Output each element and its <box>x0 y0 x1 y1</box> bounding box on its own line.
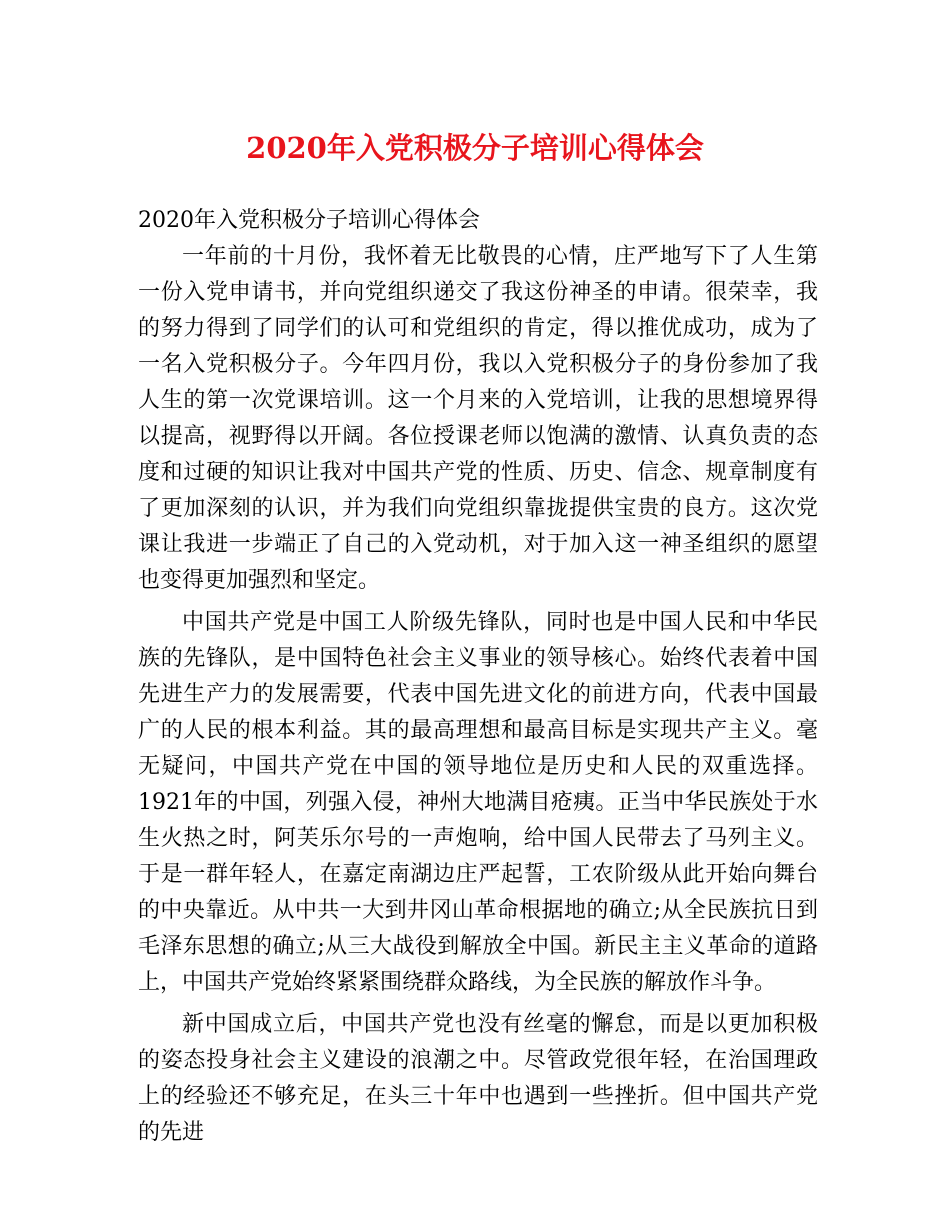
document-subtitle: 2020年入党积极分子培训心得体会 <box>138 208 480 233</box>
body-paragraph: 一年前的十月份，我怀着无比敬畏的心情，庄严地写下了人生第一份入党申请书，并向党组织递交了我这份神圣的申请。很荣幸，我的努力得到了同学们的认可和党组织的肯定，得以推优成功，成为了一名入党积极分子。今年四月份，我以入党积极分子的身份参加了我人生的第一次党课培训。这一个月来的入党培训，让我的思想境界得以提高，视野得以开阔。各位授课老师以饱满的激情、认真负责的态度和过硬的知识让我对中国共产党的性质、历史、信念、规章制度有了更加深刻的认识，并为我们向党组织靠拢提供宝贵的良方。这次党课让我进一步端正了自己的入党动机，对于加入这一神圣组织的愿望也变得更加强烈和坚定。 <box>138 244 818 593</box>
document-body <box>138 203 818 1157</box>
document-title: 2020年入党积极分子培训心得体会 <box>246 131 704 165</box>
body-paragraph: 新中国成立后，中国共产党也没有丝毫的懈怠，而是以更加积极的姿态投身社会主义建设的浪潮之中。尽管政党很年轻，在治国理政上的经验还不够充足，在头三十年中也遇到一些挫折。但中国共产党的先进 <box>138 1012 818 1145</box>
body-paragraph: 中国共产党是中国工人阶级先锋队，同时也是中国人民和中华民族的先锋队，是中国特色社会主义事业的领导核心。始终代表着中国先进生产力的发展需要，代表中国先进文化的前进方向，代表中国最广的人民的根本利益。其的最高理想和最高目标是实现共产主义。毫无疑问，中国共产党在中国的领导地位是历史和人民的双重选择。1921年的中国，列强入侵，神州大地满目疮痍。正当中华民族处于水生火热之时，阿芙乐尔号的一声炮响，给中国人民带去了马列主义。于是一群年轻人，在嘉定南湖边庄严起誓，工农阶级从此开始向舞台的中央靠近。从中共一大到井冈山革命根据地的确立;从全民族抗日到毛泽东思想的确立;从三大战役到解放全中国。新民主主义革命的道路上，中国共产党始终紧紧围绕群众路线，为全民族的解放作斗争。 <box>138 610 818 995</box>
